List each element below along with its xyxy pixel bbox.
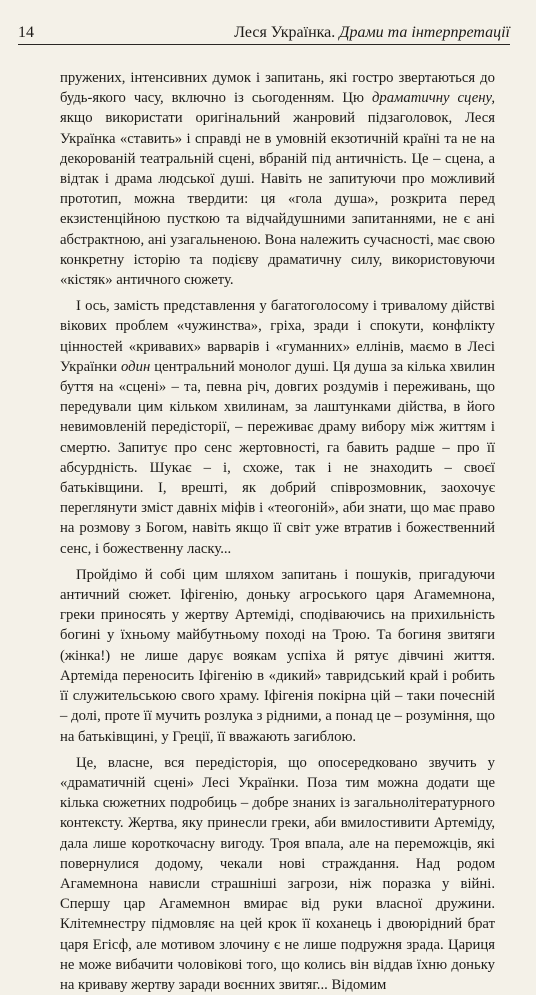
- body-text: [60, 68, 495, 995]
- italic-phrase: один: [121, 358, 151, 375]
- text-run: І ось, замість представлення у багатоголосому і тривалому дійстві вікових проблем «чужинства», гріха, зради і спокути, конфлікту цінностей «кривавих» варварів і «гуманних» еллінів, маємо в Лесі Українки: [60, 298, 495, 375]
- text-run: пружених, інтенсивних думок і запитань, які гостро звертаються до будь-якого часу, включно із сьогоденням. Цю: [60, 70, 495, 107]
- paragraph: [60, 753, 495, 995]
- running-header: [18, 20, 510, 45]
- text-run: центральний монолог душі. Ця душа за кілька хвилин буття на «сцені» – та, певна річ, довгих роздумів і переживань, що передували цим кільком хвилинам, за лаштунками дійства, в його невимовленій передісторії, – переживає драму вибору між життям і смертю. Запитує про сенс жертовності, га бавить радше – про її абсурдність. Шукає – і, схоже, так і не знаходить – своєї батьківщини. І, врешті, як добрий співрозмовник, заохочує переглянути зміст давніх міфів і «теогоній», аби знати, що має право на розмову з Богом, навіть якщо її світ уже втратив і божественний сенс, і божественну ласку...: [60, 358, 495, 557]
- book-title: Драми та інтерпретації: [339, 24, 510, 41]
- paragraph: [60, 68, 495, 290]
- author-name: Леся Українка.: [234, 24, 336, 41]
- paragraph: [60, 565, 495, 747]
- text-run: якщо використати оригінальний жанровий підзаголовок, Леся Українка «ставить» і справді не в умовній екзотичній країні та не на декорованій театральній сцені, вбраній під античність. Це – сцена, а відтак і драма людської душі. Навіть не запитуючи про можливий прототип, можна твердити: ця «гола душа», розкрита перед екзистенційною пусткою та відчайдушними запитаннями, не є ані абстрактною, ані узагальненою. Вона належить сучасності, має свою конкретну історію та подієву драматичну силу, використовуючи «кістяк» античного сюжету.: [60, 110, 495, 289]
- page-number: 14: [18, 24, 34, 41]
- paragraph: [60, 296, 495, 559]
- italic-phrase: драматичну сцену,: [371, 90, 495, 107]
- text-run: Пройдімо й собі цим шляхом запитань і пошуків, пригадуючи античний сюжет. Іфігенію, доньку агроського царя Агамемнона, греки приносять у жертву Артеміді, сподіваючись на прихильність богині у їхньому майбутньому поході на Трою. Та богиня звитяги (жінка!) не лише дарує воякам успіха й рятує дівчині життя. Артеміда переносить Іфігенію в «дикий» тавридський край і робить її служительською свого храму. Іфігенія покірна цій – таки почесній – долі, проте її мучить розлука з рідними, а понад це – розуміння, що на батьківщині, у Греції, її вважають загиблою.: [60, 566, 495, 745]
- running-title: [234, 24, 510, 44]
- text-run: Це, власне, вся передісторія, що опосередковано звучить у «драматичній сцені» Лесі Українки. Поза тим можна додати ще кілька сюжетних подробиць – добре знаних із загальнолітературного контексту. Жертва, яку принесли греки, аби вмилостивити Артеміду, дала лише короткочасну вигоду. Троя впала, але на переможців, які повернулися додому, чекали нові страждання. Над родом Агамемнона нависли страшніші загрози, ніж поразка у війні. Спершу цар Агамемнон вмирає від руки власної дружини. Клітемнестру підмовляє на цей крок її коханець і двоюрідний брат царя Егісф, але мотивом злочину є не лише подружня зрада. Цариця не може вибачити чоловікові того, що колись він віддав їхню доньку на криваву жертву заради воєнних звитяг... Відомим: [60, 754, 495, 993]
